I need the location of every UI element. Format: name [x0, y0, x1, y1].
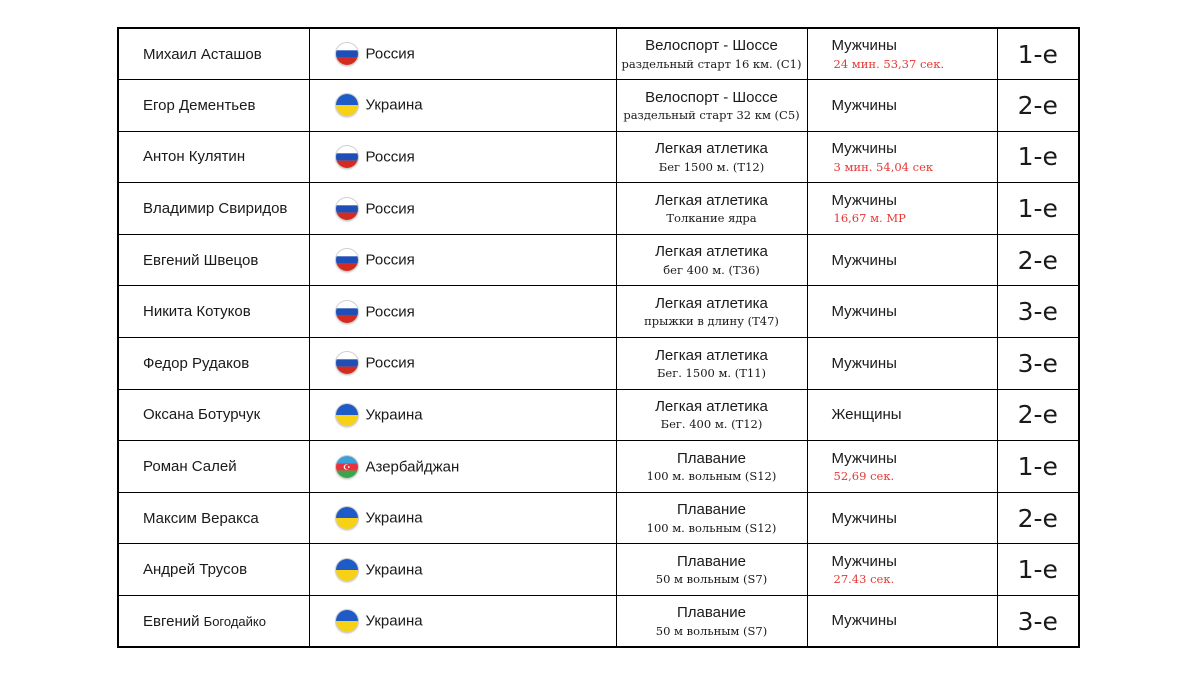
athlete-name: Роман Салей — [143, 458, 237, 476]
gender-category: Женщины — [831, 406, 902, 424]
country-name: Россия — [365, 251, 415, 269]
sport-name: Легкая атлетика — [655, 191, 768, 209]
country-name: Украина — [365, 509, 423, 527]
athlete-name-cell — [118, 80, 309, 132]
country-name: Украина — [365, 561, 423, 579]
russia-flag-icon — [336, 352, 358, 374]
sport-cell — [616, 28, 807, 80]
sport-cell — [616, 80, 807, 132]
table-row — [118, 441, 1079, 493]
place-cell — [997, 80, 1079, 132]
country-cell — [309, 338, 616, 390]
russia-flag-icon — [336, 301, 358, 323]
discipline: раздельный старт 32 км (C5) — [623, 107, 800, 122]
category-cell — [807, 389, 997, 441]
athlete-name-cell — [118, 544, 309, 596]
place-value: 3-е — [1017, 348, 1058, 378]
discipline: 100 м. вольным (S12) — [646, 520, 777, 535]
category-cell — [807, 596, 997, 648]
country-name: Украина — [365, 406, 423, 424]
athlete-name-suffix: Богодайко — [203, 613, 266, 629]
place-value: 2-е — [1017, 503, 1058, 533]
country-cell — [309, 441, 616, 493]
athlete-name: Никита Котуков — [143, 303, 251, 321]
result-value: 24 мин. 53,37 сек. — [833, 56, 945, 71]
country-cell — [309, 596, 616, 648]
sport-name: Легкая атлетика — [655, 140, 768, 158]
sport-name: Велоспорт - Шоссе — [645, 37, 778, 55]
table-row — [118, 389, 1079, 441]
result-value: 3 мин. 54,04 сек — [833, 159, 934, 174]
country-cell — [309, 286, 616, 338]
athlete-name-cell — [118, 286, 309, 338]
country-cell — [309, 131, 616, 183]
athlete-name-cell — [118, 234, 309, 286]
place-value: 1-е — [1017, 452, 1058, 482]
athlete-name: Михаил Асташов — [143, 45, 262, 63]
gender-category: Мужчины — [831, 140, 897, 158]
athlete-name-cell — [118, 596, 309, 648]
athlete-name: Евгений Швецов — [143, 251, 259, 269]
athlete-name-cell — [118, 183, 309, 235]
discipline: 50 м вольным (S7) — [655, 572, 768, 587]
result-value: 27.43 сек. — [833, 572, 895, 587]
sport-name: Легкая атлетика — [655, 346, 768, 364]
place-value: 1-е — [1017, 555, 1058, 585]
gender-category: Мужчины — [831, 251, 897, 269]
athlete-name-cell — [118, 441, 309, 493]
country-name: Украина — [365, 96, 423, 114]
sport-cell — [616, 441, 807, 493]
russia-flag-icon — [336, 43, 358, 65]
sport-cell — [616, 131, 807, 183]
sport-name: Легкая атлетика — [655, 295, 768, 313]
place-cell — [997, 389, 1079, 441]
place-cell — [997, 492, 1079, 544]
category-cell — [807, 234, 997, 286]
sport-name: Велоспорт - Шоссе — [645, 88, 778, 106]
country-cell — [309, 389, 616, 441]
athlete-name: Андрей Трусов — [143, 561, 248, 579]
gender-category: Мужчины — [831, 449, 897, 467]
discipline: бег 400 м. (T36) — [663, 262, 760, 277]
russia-flag-icon — [336, 198, 358, 220]
athlete-name: Евгений — [143, 612, 204, 630]
place-cell — [997, 441, 1079, 493]
ukraine-flag-icon — [336, 507, 358, 529]
country-cell — [309, 234, 616, 286]
ukraine-flag-icon — [336, 559, 358, 581]
ukraine-flag-icon — [336, 404, 358, 426]
athlete-name: Егор Дементьев — [143, 96, 256, 114]
gender-category: Мужчины — [831, 553, 897, 570]
place-cell — [997, 183, 1079, 235]
sport-cell — [616, 338, 807, 390]
sport-cell — [616, 286, 807, 338]
discipline: Бег 1500 м. (T12) — [658, 159, 765, 174]
country-name: Россия — [365, 45, 415, 63]
category-cell — [807, 28, 997, 80]
place-cell — [997, 338, 1079, 390]
place-value: 2-е — [1017, 400, 1058, 430]
athlete-name-cell — [118, 131, 309, 183]
place-value: 2-е — [1017, 90, 1058, 120]
athlete-name-cell — [118, 28, 309, 80]
sport-cell — [616, 544, 807, 596]
athlete-name-cell — [118, 338, 309, 390]
sport-name: Легкая атлетика — [655, 398, 768, 416]
athlete-name-cell — [118, 492, 309, 544]
table-row — [118, 492, 1079, 544]
country-cell — [309, 28, 616, 80]
sport-cell — [616, 234, 807, 286]
ukraine-flag-icon — [336, 94, 358, 116]
gender-category: Мужчины — [831, 96, 897, 114]
category-cell — [807, 441, 997, 493]
category-cell — [807, 338, 997, 390]
table-row — [118, 28, 1079, 80]
discipline: раздельный старт 16 км. (C1) — [621, 56, 802, 71]
discipline: Бег. 1500 м. (T11) — [656, 365, 767, 380]
table-row — [118, 183, 1079, 235]
discipline: Толкание ядра — [666, 211, 757, 226]
russia-flag-icon — [336, 146, 358, 168]
country-cell — [309, 183, 616, 235]
gender-category: Мужчины — [831, 354, 897, 372]
sport-cell — [616, 596, 807, 648]
table-row — [118, 286, 1079, 338]
table-row — [118, 234, 1079, 286]
place-value: 1-е — [1017, 39, 1058, 69]
sport-name: Плавание — [676, 604, 747, 622]
table-row — [118, 544, 1079, 596]
country-name: Россия — [365, 148, 415, 166]
gender-category: Мужчины — [831, 303, 897, 321]
place-value: 1-е — [1017, 142, 1058, 172]
place-cell — [997, 286, 1079, 338]
sport-name: Плавание — [676, 449, 747, 467]
country-name: Россия — [365, 303, 415, 321]
category-cell — [807, 80, 997, 132]
country-name: Украина — [365, 612, 423, 630]
athlete-name: Владимир Свиридов — [143, 200, 288, 218]
place-cell — [997, 234, 1079, 286]
place-cell — [997, 131, 1079, 183]
table-row — [118, 338, 1079, 390]
place-cell — [997, 28, 1079, 80]
country-cell — [309, 544, 616, 596]
category-cell — [807, 492, 997, 544]
category-cell — [807, 544, 997, 596]
athlete-name: Максим Веракса — [143, 509, 259, 527]
category-cell — [807, 183, 997, 235]
athlete-name: Федор Рудаков — [143, 354, 250, 372]
sport-name: Плавание — [676, 501, 747, 519]
category-cell — [807, 131, 997, 183]
ukraine-flag-icon — [336, 610, 358, 632]
sport-name: Легкая атлетика — [655, 243, 768, 261]
country-name: Россия — [365, 354, 415, 372]
athlete-name-cell — [118, 389, 309, 441]
sport-name: Плавание — [676, 553, 747, 570]
sport-cell — [616, 492, 807, 544]
results-table — [117, 27, 1080, 648]
table-row — [118, 596, 1079, 648]
place-value: 3-е — [1017, 297, 1058, 327]
country-name: Россия — [365, 200, 415, 218]
category-cell — [807, 286, 997, 338]
country-name: Азербайджан — [365, 458, 460, 476]
place-value: 3-е — [1017, 606, 1058, 636]
result-value: 16,67 м. МР — [833, 211, 906, 226]
gender-category: Мужчины — [831, 191, 897, 209]
discipline: Бег. 400 м. (T12) — [660, 417, 763, 432]
discipline: 50 м вольным (S7) — [655, 623, 768, 638]
gender-category: Мужчины — [831, 37, 897, 55]
place-cell — [997, 544, 1079, 596]
sport-cell — [616, 183, 807, 235]
gender-category: Мужчины — [831, 509, 897, 527]
results-table-body — [118, 28, 1079, 647]
discipline: прыжки в длину (T47) — [644, 314, 779, 329]
country-cell — [309, 80, 616, 132]
country-cell — [309, 492, 616, 544]
table-row — [118, 80, 1079, 132]
russia-flag-icon — [336, 249, 358, 271]
table-row — [118, 131, 1079, 183]
gender-category: Мужчины — [831, 612, 897, 630]
discipline: 100 м. вольным (S12) — [646, 469, 777, 484]
place-cell — [997, 596, 1079, 648]
athlete-name: Оксана Ботурчук — [143, 406, 261, 424]
place-value: 2-е — [1017, 245, 1058, 275]
place-value: 1-е — [1017, 194, 1058, 224]
sport-cell — [616, 389, 807, 441]
result-value: 52,69 сек. — [833, 469, 895, 484]
athlete-name: Антон Кулятин — [143, 148, 246, 166]
azerbaijan-flag-icon — [336, 456, 358, 478]
